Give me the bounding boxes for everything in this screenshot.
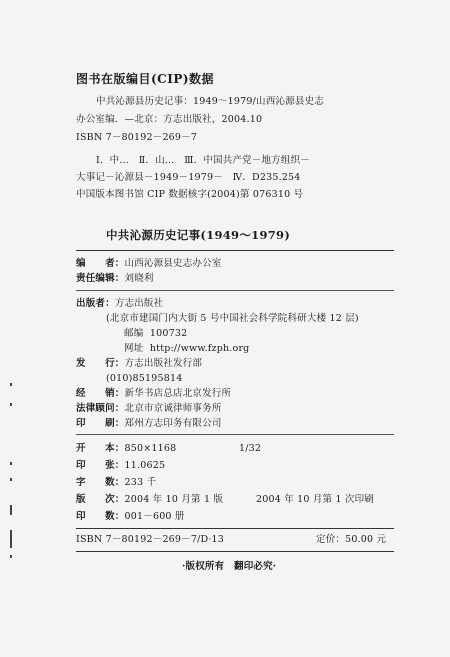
seller-value: 新华书店总店北京发行所 — [124, 388, 232, 399]
legal-advisor-label: 法律顾问： — [76, 403, 125, 414]
legal-advisor — [76, 403, 222, 415]
spec-words-label: 字 数： — [76, 477, 125, 488]
scan-mark — [10, 403, 12, 406]
isbn-full: ISBN 7－80192－269－7/D·13 — [76, 534, 225, 545]
scan-mark — [10, 383, 12, 386]
credit-editor-label: 编 者： — [76, 258, 125, 269]
cip-line-3: ISBN 7－80192－269－7 — [76, 132, 198, 143]
spec-format-value: 850×1168 — [124, 443, 177, 454]
printer-value: 郑州方志印务有限公司 — [124, 418, 222, 429]
spec-edition-label: 版 次： — [76, 494, 125, 505]
spec-words — [76, 477, 156, 489]
scan-mark — [10, 530, 12, 548]
price: 定价：50.00 元 — [316, 534, 387, 545]
publisher — [76, 298, 163, 310]
spec-sheets-value: 11.0625 — [124, 460, 166, 471]
distributor — [76, 358, 202, 370]
seller-label: 经 销： — [76, 388, 125, 399]
publisher-name: 方志出版社 — [114, 298, 164, 309]
spec-format — [76, 443, 176, 455]
credit-responsible-editor — [76, 273, 154, 285]
cip-line-5: 大事记－沁源县－1949－1979－ Ⅳ．D235.254 — [76, 172, 301, 183]
scan-mark — [10, 478, 12, 481]
spec-copies — [76, 511, 185, 523]
cip-line-1: 中共沁源县历史记事：1949～1979/山西沁源县史志 — [96, 96, 324, 107]
printer — [76, 418, 222, 430]
divider-isbn-bottom — [76, 551, 394, 552]
cip-line-2: 办公室编．—北京：方志出版社，2004.10 — [76, 114, 263, 125]
book-title: 中共沁源历史记事(1949～1979) — [106, 228, 291, 242]
spec-sheets — [76, 460, 165, 472]
seller — [76, 388, 231, 400]
divider-top — [76, 250, 394, 251]
scan-mark — [10, 505, 12, 515]
spec-sheets-label: 印 张： — [76, 460, 125, 471]
spec-printing: 2004 年 10 月第 1 次印刷 — [256, 494, 375, 505]
postcode-label: 邮编 — [124, 328, 144, 339]
publisher-label: 出版者： — [76, 298, 115, 309]
spec-edition-value: 2004 年 10 月第 1 版 — [124, 494, 224, 505]
publisher-postcode — [124, 328, 187, 340]
publisher-address: (北京市建国门内大街 5 号中国社会科学院科研大楼 12 层) — [106, 313, 359, 324]
spec-copies-label: 印 数： — [76, 511, 125, 522]
credit-responsible-value: 刘晓利 — [124, 273, 154, 284]
website-label: 网址 — [124, 343, 144, 354]
website-value: http://www.fzph.org — [149, 343, 250, 354]
cip-heading: 图书在版编目(CIP)数据 — [76, 72, 215, 86]
legal-advisor-value: 北京市京诚律师事务所 — [124, 403, 222, 414]
spec-format-label: 开 本： — [76, 443, 125, 454]
postcode-value: 100732 — [149, 328, 188, 339]
cip-line-4: Ⅰ．中… Ⅱ．山… Ⅲ．中国共产党－地方组织－ — [96, 155, 310, 166]
divider-specs — [76, 434, 394, 435]
divider-credits — [76, 290, 394, 291]
distributor-value: 方志出版社发行部 — [124, 358, 203, 369]
spec-words-value: 233 千 — [124, 477, 157, 488]
spec-edition — [76, 494, 223, 506]
rights-notice: ·版权所有 翻印必究· — [182, 561, 277, 572]
scan-mark — [10, 462, 12, 465]
spec-copies-value: 001－600 册 — [124, 511, 185, 522]
credit-editor-value: 山西沁源县史志办公室 — [124, 258, 222, 269]
cip-line-6: 中国版本图书馆 CIP 数据核字(2004)第 076310 号 — [76, 189, 304, 200]
publisher-website — [124, 343, 249, 355]
divider-isbn-top — [76, 528, 394, 529]
credit-editor — [76, 258, 222, 270]
credit-responsible-label: 责任编辑： — [76, 273, 125, 284]
scan-mark — [10, 555, 12, 558]
distributor-phone: (010)85195814 — [106, 373, 183, 384]
distributor-label: 发 行： — [76, 358, 125, 369]
printer-label: 印 刷： — [76, 418, 125, 429]
spec-format-extra: 1/32 — [239, 443, 262, 454]
